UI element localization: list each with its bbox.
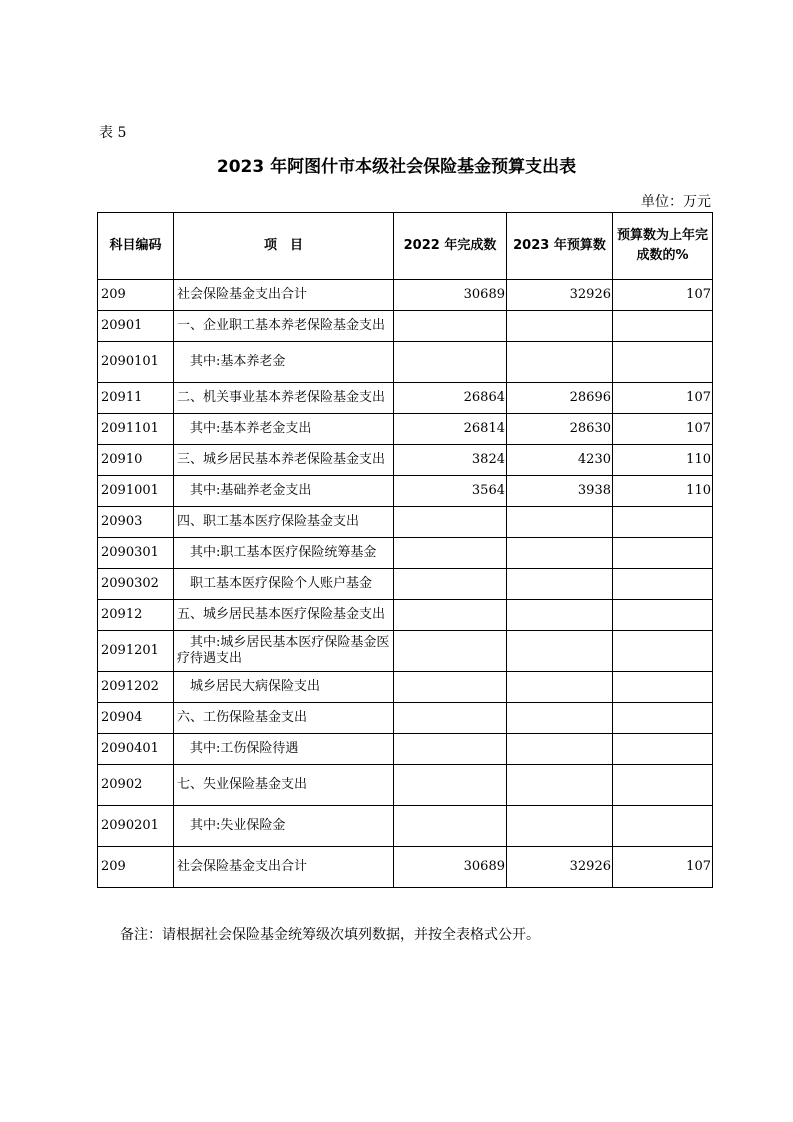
table-row — [98, 311, 713, 342]
row-budget-2023 — [507, 538, 613, 569]
row-code: 2091001 — [98, 476, 174, 507]
row-actual-2022 — [394, 569, 507, 600]
row-actual-2022: 3824 — [394, 445, 507, 476]
row-item: 职工基本医疗保险个人账户基金 — [174, 569, 394, 600]
row-code: 20904 — [98, 703, 174, 734]
row-budget-2023 — [507, 507, 613, 538]
row-budget-2023 — [507, 765, 613, 806]
table-row — [98, 765, 713, 806]
table-row — [98, 672, 713, 703]
row-percent — [613, 311, 713, 342]
row-budget-2023 — [507, 342, 613, 383]
unit-label: 单位：万元 — [641, 194, 711, 210]
row-actual-2022 — [394, 765, 507, 806]
row-budget-2023 — [507, 703, 613, 734]
row-actual-2022 — [394, 631, 507, 672]
table-row — [98, 507, 713, 538]
footnote: 备注：请根据社会保险基金统筹级次填列数据，并按全表格式公开。 — [120, 927, 540, 943]
header-percent: 预算数为上年完成数的% — [613, 213, 713, 280]
row-budget-2023: 4230 — [507, 445, 613, 476]
table-row — [98, 847, 713, 888]
row-percent — [613, 631, 713, 672]
row-item: 一、企业职工基本养老保险基金支出 — [174, 311, 394, 342]
row-code: 20903 — [98, 507, 174, 538]
row-item: 其中:失业保险金 — [174, 806, 394, 847]
row-percent — [613, 672, 713, 703]
table-header-row — [98, 213, 713, 280]
header-actual-2022: 2022 年完成数 — [394, 213, 507, 280]
row-budget-2023 — [507, 672, 613, 703]
row-percent: 107 — [613, 414, 713, 445]
row-actual-2022: 3564 — [394, 476, 507, 507]
row-code: 20911 — [98, 383, 174, 414]
table-row — [98, 631, 713, 672]
row-budget-2023: 32926 — [507, 280, 613, 311]
row-code: 20901 — [98, 311, 174, 342]
row-percent — [613, 806, 713, 847]
table-row — [98, 538, 713, 569]
row-code: 20902 — [98, 765, 174, 806]
row-actual-2022 — [394, 342, 507, 383]
page-title: 2023 年阿图什市本级社会保险基金预算支出表 — [216, 157, 577, 177]
row-percent — [613, 569, 713, 600]
row-actual-2022: 30689 — [394, 280, 507, 311]
row-item: 三、城乡居民基本养老保险基金支出 — [174, 445, 394, 476]
row-percent: 107 — [613, 280, 713, 311]
row-item: 其中:基本养老金支出 — [174, 414, 394, 445]
row-percent — [613, 342, 713, 383]
row-item: 其中:基础养老金支出 — [174, 476, 394, 507]
row-percent: 110 — [613, 445, 713, 476]
row-actual-2022 — [394, 507, 507, 538]
row-percent: 110 — [613, 476, 713, 507]
row-item: 其中:职工基本医疗保险统筹基金 — [174, 538, 394, 569]
expenditure-table — [97, 212, 713, 888]
row-percent — [613, 538, 713, 569]
row-budget-2023: 28696 — [507, 383, 613, 414]
row-actual-2022 — [394, 806, 507, 847]
row-actual-2022 — [394, 538, 507, 569]
row-code: 209 — [98, 847, 174, 888]
row-item: 其中:基本养老金 — [174, 342, 394, 383]
row-code: 2090201 — [98, 806, 174, 847]
row-percent — [613, 600, 713, 631]
table-row — [98, 734, 713, 765]
row-budget-2023 — [507, 734, 613, 765]
row-actual-2022 — [394, 703, 507, 734]
row-percent — [613, 507, 713, 538]
table-row — [98, 600, 713, 631]
row-budget-2023 — [507, 311, 613, 342]
row-item: 其中:工伤保险待遇 — [174, 734, 394, 765]
table-number-label: 表 5 — [99, 125, 127, 141]
row-code: 2091101 — [98, 414, 174, 445]
row-code: 2090301 — [98, 538, 174, 569]
table-row — [98, 280, 713, 311]
table-row — [98, 703, 713, 734]
row-percent: 107 — [613, 847, 713, 888]
row-actual-2022: 26814 — [394, 414, 507, 445]
row-code: 2090302 — [98, 569, 174, 600]
row-percent: 107 — [613, 383, 713, 414]
row-item: 社会保险基金支出合计 — [174, 280, 394, 311]
row-actual-2022 — [394, 734, 507, 765]
row-code: 2091201 — [98, 631, 174, 672]
table-row — [98, 383, 713, 414]
header-item: 项 目 — [174, 213, 394, 280]
row-item: 四、职工基本医疗保险基金支出 — [174, 507, 394, 538]
row-code: 20912 — [98, 600, 174, 631]
table-row — [98, 476, 713, 507]
header-code: 科目编码 — [98, 213, 174, 280]
table-row — [98, 806, 713, 847]
row-item: 其中:城乡居民基本医疗保险基金医疗待遇支出 — [174, 631, 394, 672]
row-percent — [613, 765, 713, 806]
row-actual-2022: 30689 — [394, 847, 507, 888]
row-code: 2090101 — [98, 342, 174, 383]
header-budget-2023: 2023 年预算数 — [507, 213, 613, 280]
row-budget-2023 — [507, 569, 613, 600]
table-row — [98, 342, 713, 383]
table-row — [98, 414, 713, 445]
row-budget-2023: 32926 — [507, 847, 613, 888]
row-actual-2022 — [394, 600, 507, 631]
row-code: 209 — [98, 280, 174, 311]
row-budget-2023 — [507, 600, 613, 631]
row-actual-2022: 26864 — [394, 383, 507, 414]
row-code: 20910 — [98, 445, 174, 476]
table-row — [98, 445, 713, 476]
row-percent — [613, 703, 713, 734]
row-actual-2022 — [394, 311, 507, 342]
row-item: 城乡居民大病保险支出 — [174, 672, 394, 703]
table-row — [98, 569, 713, 600]
row-budget-2023 — [507, 631, 613, 672]
row-budget-2023: 28630 — [507, 414, 613, 445]
row-budget-2023 — [507, 806, 613, 847]
row-item: 社会保险基金支出合计 — [174, 847, 394, 888]
row-item: 六、工伤保险基金支出 — [174, 703, 394, 734]
row-item: 五、城乡居民基本医疗保险基金支出 — [174, 600, 394, 631]
row-budget-2023: 3938 — [507, 476, 613, 507]
row-code: 2090401 — [98, 734, 174, 765]
row-item: 二、机关事业基本养老保险基金支出 — [174, 383, 394, 414]
row-item: 七、失业保险基金支出 — [174, 765, 394, 806]
row-percent — [613, 734, 713, 765]
row-actual-2022 — [394, 672, 507, 703]
row-code: 2091202 — [98, 672, 174, 703]
